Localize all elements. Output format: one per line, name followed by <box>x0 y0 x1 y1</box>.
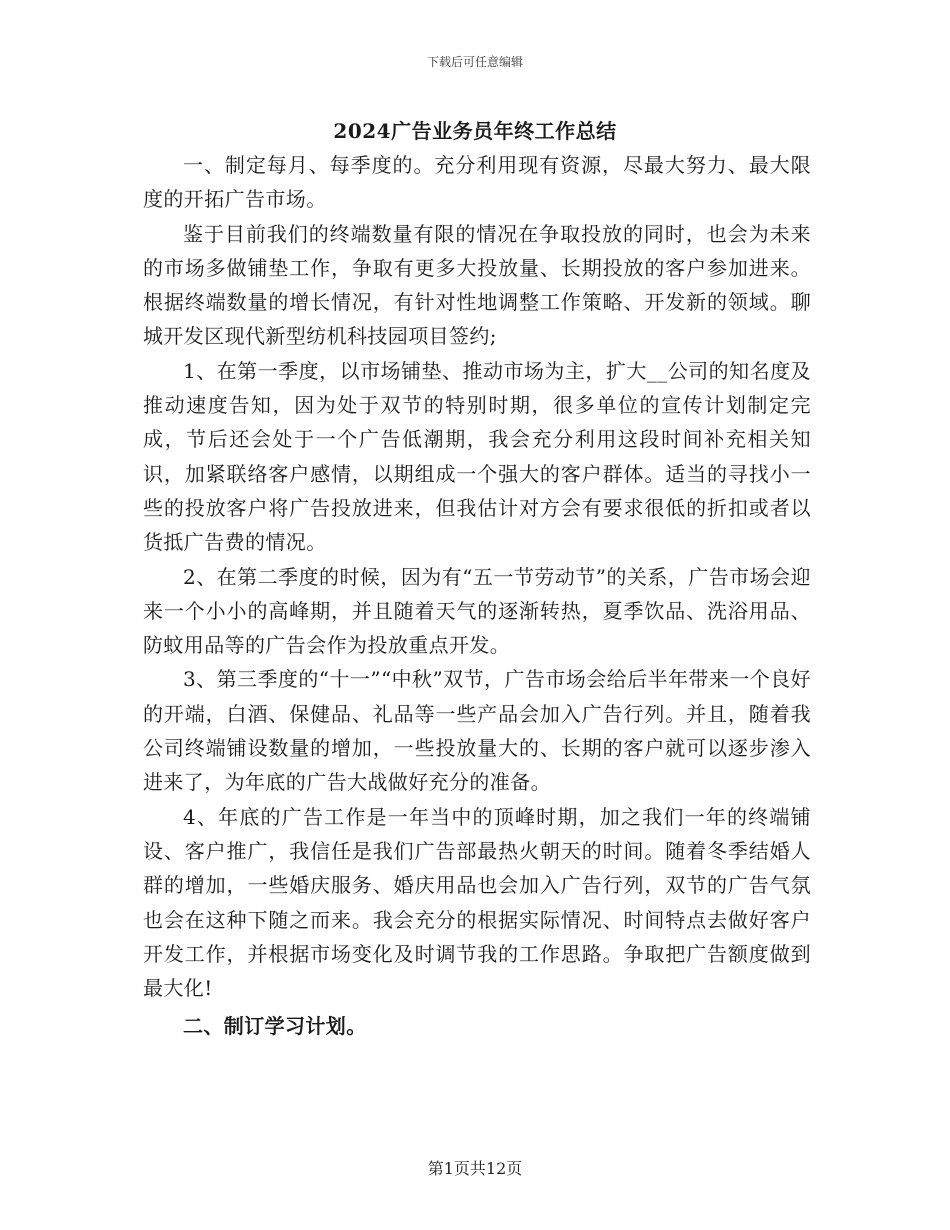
paragraph-section1-heading: 一、制定每月、每季度的。充分利用现有资源，尽最大努力、最大限度的开拓广告市场。 <box>143 153 811 212</box>
document-title: 2024广告业务员年终工作总结 <box>333 119 617 143</box>
paragraph-q4: 4、年底的广告工作是一年当中的顶峰时期，加之我们一年的终端铺设、客户推广，我信任是我们广告部最热火朝天的时间。随着冬季结婚人群的增加，一些婚庆服务、婚庆用品也会加入广告行列，双节的广告气氛也会在这种下随之而来。我会充分的根据实际情况、时间特点去做好客户开发工作，并根据市场变化及时调节我的工作思路。争取把广告额度做到最大化! <box>143 804 811 1001</box>
paragraph-q2: 2、在第二季度的时候，因为有“五一节劳动节”的关系，广告市场会迎来一个小小的高峰期，并且随着天气的逐渐转热，夏季饮品、洗浴用品、防蚊用品等的广告会作为投放重点开发。 <box>143 564 811 658</box>
document-body <box>143 148 811 1044</box>
page-footer: 第1页共12页 <box>427 1159 523 1178</box>
paragraph-intro: 鉴于目前我们的终端数量有限的情况在争取投放的同时，也会为未来的市场多做铺垫工作，争取有更多大投放量、长期投放的客户参加进来。根据终端数量的增长情况，有针对性地调整工作策略、开发新的领域。聊城开发区现代新型纺机科技园项目签约; <box>143 221 811 349</box>
header-note: 下载后可任意编辑 <box>426 55 523 69</box>
paragraph-q3: 3、第三季度的“十一”“中秋”双节，广告市场会给后半年带来一个良好的开端，白酒、保健品、礼品等一些产品会加入广告行列。并且，随着我公司终端铺设数量的增加，一些投放量大的、长期的客户就可以逐步渗入进来了，为年底的广告大战做好充分的准备。 <box>143 667 811 795</box>
section2-heading: 二、制订学习计划。 <box>183 1014 367 1039</box>
paragraph-q1: 1、在第一季度，以市场铺垫、推动市场为主，扩大__公司的知名度及推动速度告知，因为处于双节的特别时期，很多单位的宣传计划制定完成，节后还会处于一个广告低潮期，我会充分利用这段时间补充相关知识，加紧联络客户感情，以期组成一个强大的客户群体。适当的寻找小一些的投放客户将广告投放进来，但我估计对方会有要求很低的折扣或者以货抵广告费的情况。 <box>143 358 811 555</box>
